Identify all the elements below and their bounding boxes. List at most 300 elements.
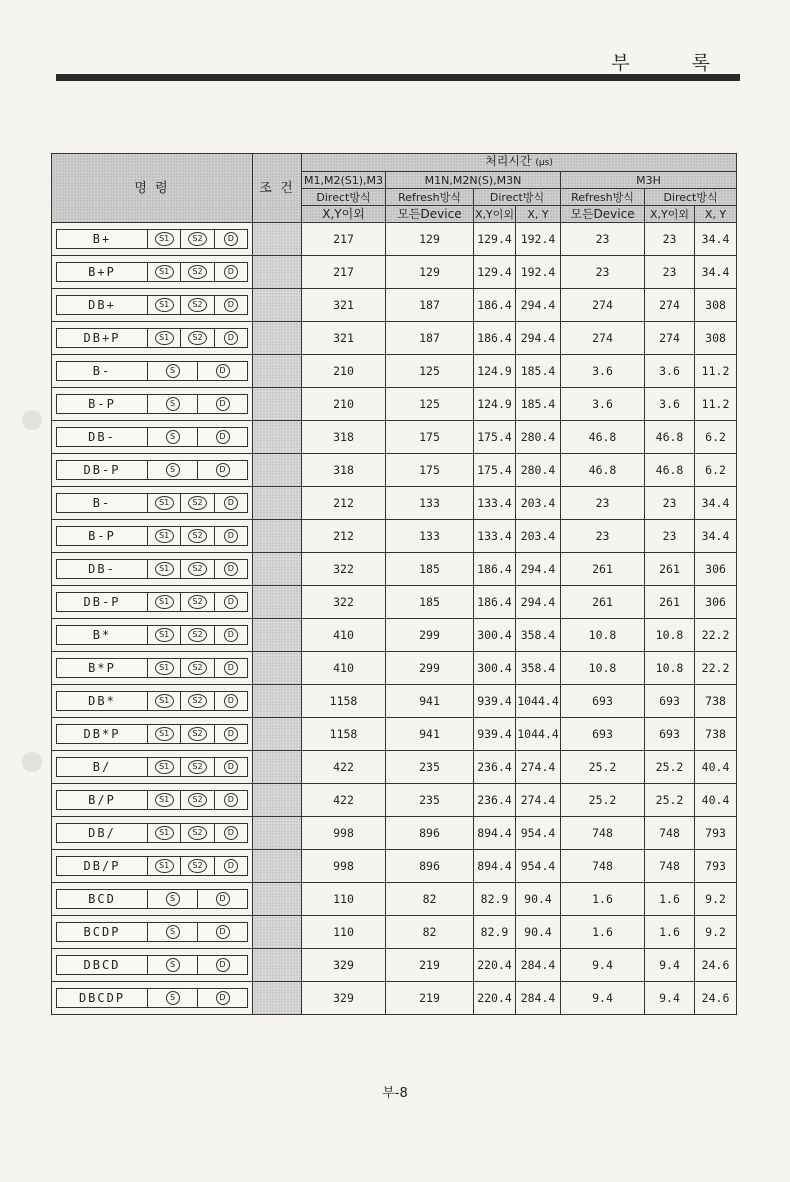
condition-cell — [253, 916, 302, 949]
table-row — [52, 916, 737, 949]
time-cell-m1n-xy: 954.4 — [516, 817, 561, 850]
instruction-cell — [52, 916, 253, 949]
time-cell-m3h-xy: 22.2 — [695, 619, 737, 652]
time-cell-m3h-other: 10.8 — [645, 619, 695, 652]
instruction-cell — [52, 520, 253, 553]
table-row — [52, 619, 737, 652]
time-cell-m3h-ref: 9.4 — [561, 982, 645, 1015]
m1n-refresh-header: Refresh방식 — [386, 189, 474, 206]
section-title: 부 록 — [611, 52, 738, 74]
instruction-box — [56, 988, 248, 1008]
operand-group — [148, 296, 247, 314]
operand-group — [148, 395, 247, 413]
operand-slot — [181, 758, 214, 776]
time-cell-m3h-other: 23 — [645, 256, 695, 289]
instruction-cell — [52, 223, 253, 256]
operand-mark: D — [224, 529, 238, 543]
operand-mark: D — [216, 463, 230, 477]
time-cell-m1: 998 — [302, 850, 386, 883]
time-cell-m3h-other: 23 — [645, 487, 695, 520]
instruction-cell — [52, 751, 253, 784]
operand-mark: S2 — [188, 298, 207, 312]
time-cell-m3h-other: 261 — [645, 586, 695, 619]
table-row — [52, 718, 737, 751]
operand-slot — [215, 593, 247, 611]
time-cell-m1n-ref: 235 — [386, 751, 474, 784]
time-cell-m1n-xy: 1044.4 — [516, 718, 561, 751]
time-cell-m3h-xy: 9.2 — [695, 916, 737, 949]
table-row — [52, 487, 737, 520]
operand-slot — [148, 791, 181, 809]
condition-cell — [253, 421, 302, 454]
mnemonic: B- — [57, 362, 148, 380]
time-cell-m3h-other: 25.2 — [645, 751, 695, 784]
mnemonic: B- — [57, 494, 148, 512]
m1-direct-header: Direct방식 — [302, 189, 386, 206]
mnemonic: DB/ — [57, 824, 148, 842]
condition-cell — [253, 751, 302, 784]
instruction-cell — [52, 817, 253, 850]
time-cell-m3h-xy: 738 — [695, 685, 737, 718]
time-cell-m1n-xy: 274.4 — [516, 751, 561, 784]
time-cell-m1n-ref: 941 — [386, 718, 474, 751]
time-cell-m1n-xy: 185.4 — [516, 388, 561, 421]
condition-cell — [253, 883, 302, 916]
operand-slot — [148, 428, 198, 446]
instruction-box — [56, 295, 248, 315]
time-cell-m3h-xy: 308 — [695, 289, 737, 322]
operand-group — [148, 857, 247, 875]
time-cell-m3h-ref: 46.8 — [561, 421, 645, 454]
time-cell-m1: 322 — [302, 586, 386, 619]
operand-mark: S — [166, 958, 180, 972]
condition-cell — [253, 553, 302, 586]
condition-cell — [253, 223, 302, 256]
mnemonic: BCDP — [57, 923, 148, 941]
operand-slot — [148, 890, 198, 908]
operand-mark: S2 — [188, 265, 207, 279]
time-cell-m1n-ref: 133 — [386, 520, 474, 553]
time-cell-m3h-ref: 693 — [561, 718, 645, 751]
operand-mark: D — [224, 694, 238, 708]
condition-cell — [253, 289, 302, 322]
operand-slot — [148, 296, 181, 314]
operand-slot — [148, 659, 181, 677]
operand-slot — [198, 461, 247, 479]
time-cell-m3h-ref: 25.2 — [561, 751, 645, 784]
operand-slot — [181, 857, 214, 875]
time-cell-m1: 318 — [302, 454, 386, 487]
time-cell-m3h-ref: 261 — [561, 586, 645, 619]
time-cell-m1: 1158 — [302, 718, 386, 751]
operand-mark: D — [216, 397, 230, 411]
time-cell-m3h-xy: 40.4 — [695, 784, 737, 817]
mnemonic: B-P — [57, 395, 148, 413]
time-cell-m3h-ref: 261 — [561, 553, 645, 586]
time-cell-m1n-xy: 280.4 — [516, 421, 561, 454]
time-cell-m3h-other: 261 — [645, 553, 695, 586]
time-cell-m3h-ref: 3.6 — [561, 388, 645, 421]
instruction-cell — [52, 883, 253, 916]
mnemonic: DB- — [57, 560, 148, 578]
instruction-box — [56, 955, 248, 975]
operand-slot — [215, 494, 247, 512]
operand-mark: S2 — [188, 529, 207, 543]
page-header — [56, 48, 740, 78]
operand-slot — [148, 989, 198, 1007]
time-cell-m3h-ref: 10.8 — [561, 619, 645, 652]
operand-mark: S2 — [188, 232, 207, 246]
time-cell-m1: 422 — [302, 751, 386, 784]
instruction-cell — [52, 586, 253, 619]
operand-mark: D — [224, 628, 238, 642]
condition-cell — [253, 355, 302, 388]
table-row — [52, 454, 737, 487]
time-cell-m1n-xy: 358.4 — [516, 619, 561, 652]
time-cell-m1n-other: 300.4 — [474, 619, 516, 652]
instruction-cell — [52, 784, 253, 817]
time-cell-m1n-other: 175.4 — [474, 454, 516, 487]
time-cell-m3h-ref: 274 — [561, 322, 645, 355]
mnemonic: B/P — [57, 791, 148, 809]
condition-cell — [253, 619, 302, 652]
operand-group — [148, 329, 247, 347]
time-cell-m1: 410 — [302, 619, 386, 652]
operand-slot — [148, 758, 181, 776]
operand-group — [148, 230, 247, 248]
time-cell-m3h-other: 3.6 — [645, 355, 695, 388]
operand-slot — [198, 395, 247, 413]
table-row — [52, 256, 737, 289]
header-rule — [56, 74, 740, 81]
operand-slot — [198, 989, 247, 1007]
processing-time-label: 처리시간 — [485, 154, 532, 168]
instruction-cell — [52, 388, 253, 421]
time-cell-m1: 212 — [302, 520, 386, 553]
operand-slot — [181, 725, 214, 743]
time-cell-m1n-xy: 294.4 — [516, 289, 561, 322]
operand-slot — [181, 494, 214, 512]
time-cell-m1n-xy: 358.4 — [516, 652, 561, 685]
operand-mark: S1 — [155, 331, 174, 345]
table-row — [52, 520, 737, 553]
operand-slot — [181, 329, 214, 347]
time-cell-m1n-ref: 125 — [386, 355, 474, 388]
table-body — [52, 223, 737, 1015]
operand-mark: D — [224, 661, 238, 675]
operand-mark: S1 — [155, 760, 174, 774]
operand-slot — [215, 857, 247, 875]
instruction-box — [56, 823, 248, 843]
instruction-box — [56, 262, 248, 282]
time-cell-m1n-other: 129.4 — [474, 256, 516, 289]
time-cell-m1n-other: 220.4 — [474, 982, 516, 1015]
operand-mark: S — [166, 397, 180, 411]
time-cell-m1n-ref: 175 — [386, 421, 474, 454]
m1n-xy-other-header: X,Y이외 — [474, 207, 514, 221]
time-cell-m1n-xy: 185.4 — [516, 355, 561, 388]
condition-cell — [253, 256, 302, 289]
time-cell-m1n-other: 939.4 — [474, 685, 516, 718]
instruction-box — [56, 559, 248, 579]
operand-mark: S — [166, 463, 180, 477]
time-cell-m3h-other: 693 — [645, 718, 695, 751]
operand-mark: S1 — [155, 727, 174, 741]
time-cell-m3h-xy: 24.6 — [695, 949, 737, 982]
time-cell-m1n-other: 236.4 — [474, 784, 516, 817]
time-cell-m3h-other: 274 — [645, 289, 695, 322]
time-cell-m1n-xy: 90.4 — [516, 916, 561, 949]
operand-mark: D — [224, 727, 238, 741]
instruction-box — [56, 394, 248, 414]
operand-mark: S2 — [188, 595, 207, 609]
condition-cell — [253, 454, 302, 487]
binder-hole — [22, 410, 42, 430]
operand-mark: S — [166, 892, 180, 906]
time-cell-m1n-xy: 954.4 — [516, 850, 561, 883]
time-cell-m1n-ref: 219 — [386, 982, 474, 1015]
operand-slot — [148, 593, 181, 611]
operand-slot — [181, 263, 214, 281]
instruction-cell — [52, 982, 253, 1015]
instruction-box — [56, 427, 248, 447]
operand-mark: D — [224, 826, 238, 840]
operand-slot — [181, 230, 214, 248]
instruction-cell — [52, 355, 253, 388]
operand-slot — [181, 626, 214, 644]
time-cell-m3h-other: 9.4 — [645, 949, 695, 982]
instruction-box — [56, 658, 248, 678]
operand-mark: S2 — [188, 826, 207, 840]
time-cell-m1: 329 — [302, 982, 386, 1015]
instruction-cell — [52, 619, 253, 652]
instruction-cell — [52, 256, 253, 289]
operand-mark: S1 — [155, 496, 174, 510]
time-cell-m3h-other: 748 — [645, 817, 695, 850]
table-row — [52, 850, 737, 883]
binder-hole — [22, 752, 42, 772]
operand-slot — [148, 725, 181, 743]
operand-mark: S — [166, 430, 180, 444]
time-cell-m1: 210 — [302, 355, 386, 388]
operand-slot — [215, 527, 247, 545]
operand-slot — [148, 395, 198, 413]
time-cell-m1n-other: 186.4 — [474, 322, 516, 355]
time-cell-m1n-xy: 294.4 — [516, 586, 561, 619]
instruction-box — [56, 625, 248, 645]
time-cell-m1n-xy: 284.4 — [516, 949, 561, 982]
time-cell-m1n-xy: 274.4 — [516, 784, 561, 817]
operand-mark: S — [166, 991, 180, 1005]
time-cell-m3h-other: 23 — [645, 520, 695, 553]
operand-mark: D — [224, 595, 238, 609]
operand-slot — [148, 626, 181, 644]
time-cell-m1n-other: 129.4 — [474, 223, 516, 256]
operand-group — [148, 791, 247, 809]
time-cell-m3h-ref: 748 — [561, 850, 645, 883]
condition-cell — [253, 718, 302, 751]
instruction-box — [56, 361, 248, 381]
table-row — [52, 784, 737, 817]
operand-slot — [181, 296, 214, 314]
table-row — [52, 685, 737, 718]
instruction-box — [56, 526, 248, 546]
operand-mark: S2 — [188, 661, 207, 675]
operand-group — [148, 956, 247, 974]
instruction-header: 명 령 — [52, 154, 253, 223]
time-cell-m1n-other: 175.4 — [474, 421, 516, 454]
time-cell-m3h-other: 9.4 — [645, 982, 695, 1015]
time-cell-m1n-ref: 941 — [386, 685, 474, 718]
instruction-box — [56, 691, 248, 711]
operand-group — [148, 725, 247, 743]
operand-slot — [148, 494, 181, 512]
time-cell-m1n-ref: 125 — [386, 388, 474, 421]
time-cell-m1n-xy: 203.4 — [516, 487, 561, 520]
m1n-xy-header: X, Y — [516, 206, 561, 223]
operand-mark: D — [224, 265, 238, 279]
operand-mark: S2 — [188, 859, 207, 873]
operand-mark: D — [224, 496, 238, 510]
operand-group — [148, 626, 247, 644]
time-cell-m3h-other: 1.6 — [645, 916, 695, 949]
operand-slot — [215, 725, 247, 743]
time-cell-m3h-ref: 23 — [561, 223, 645, 256]
time-cell-m3h-xy: 6.2 — [695, 421, 737, 454]
operand-mark: S2 — [188, 331, 207, 345]
time-cell-m3h-xy: 24.6 — [695, 982, 737, 1015]
instruction-cell — [52, 850, 253, 883]
time-cell-m1n-other: 894.4 — [474, 817, 516, 850]
operand-mark: S1 — [155, 232, 174, 246]
operand-mark: S2 — [188, 628, 207, 642]
mnemonic: B*P — [57, 659, 148, 677]
operand-group — [148, 890, 247, 908]
instruction-cell — [52, 718, 253, 751]
time-cell-m1n-xy: 192.4 — [516, 223, 561, 256]
operand-slot — [198, 890, 247, 908]
mnemonic: DB- — [57, 428, 148, 446]
time-cell-m3h-xy: 306 — [695, 553, 737, 586]
mnemonic: DB+P — [57, 329, 148, 347]
time-cell-m1n-other: 82.9 — [474, 916, 516, 949]
operand-slot — [181, 824, 214, 842]
cpu-m1-header: M1,M2(S1),M3 — [302, 172, 386, 189]
operand-group — [148, 494, 247, 512]
time-cell-m1n-other: 939.4 — [474, 718, 516, 751]
condition-cell — [253, 949, 302, 982]
mnemonic: DB/P — [57, 857, 148, 875]
time-cell-m1n-ref: 896 — [386, 817, 474, 850]
m1-xy-other-header: X,Y이외 — [302, 206, 386, 223]
operand-mark: D — [224, 232, 238, 246]
operand-slot — [148, 527, 181, 545]
table-row — [52, 388, 737, 421]
time-cell-m1n-other: 124.9 — [474, 355, 516, 388]
operand-group — [148, 989, 247, 1007]
time-cell-m1n-xy: 280.4 — [516, 454, 561, 487]
condition-cell — [253, 652, 302, 685]
mnemonic: DB-P — [57, 461, 148, 479]
operand-mark: S2 — [188, 694, 207, 708]
m3h-refresh-header: Refresh방식 — [561, 189, 645, 206]
time-cell-m1n-other: 124.9 — [474, 388, 516, 421]
time-cell-m1: 217 — [302, 223, 386, 256]
time-cell-m1n-xy: 294.4 — [516, 322, 561, 355]
time-cell-m1n-other: 186.4 — [474, 553, 516, 586]
m3h-xy-header: X, Y — [695, 206, 737, 223]
time-cell-m3h-xy: 40.4 — [695, 751, 737, 784]
mnemonic: DB-P — [57, 593, 148, 611]
operand-group — [148, 263, 247, 281]
mnemonic: BCD — [57, 890, 148, 908]
time-cell-m3h-ref: 1.6 — [561, 916, 645, 949]
time-cell-m1: 318 — [302, 421, 386, 454]
operand-slot — [215, 692, 247, 710]
operand-slot — [198, 428, 247, 446]
condition-cell — [253, 487, 302, 520]
operand-group — [148, 428, 247, 446]
operand-slot — [198, 956, 247, 974]
operand-slot — [148, 956, 198, 974]
condition-cell — [253, 817, 302, 850]
time-cell-m1n-other: 133.4 — [474, 487, 516, 520]
operand-slot — [181, 659, 214, 677]
time-cell-m3h-xy: 34.4 — [695, 487, 737, 520]
operand-mark: D — [224, 562, 238, 576]
instruction-cell — [52, 553, 253, 586]
time-cell-m1: 422 — [302, 784, 386, 817]
mnemonic: B+P — [57, 263, 148, 281]
table-row — [52, 751, 737, 784]
time-cell-m1n-ref: 133 — [386, 487, 474, 520]
instruction-cell — [52, 487, 253, 520]
instruction-box — [56, 460, 248, 480]
operand-slot — [215, 824, 247, 842]
operand-mark: S1 — [155, 859, 174, 873]
operand-mark: D — [216, 892, 230, 906]
time-cell-m3h-other: 25.2 — [645, 784, 695, 817]
table-row — [52, 355, 737, 388]
table-row — [52, 223, 737, 256]
table-row — [52, 949, 737, 982]
condition-cell — [253, 850, 302, 883]
instruction-box — [56, 922, 248, 942]
time-cell-m1n-ref: 175 — [386, 454, 474, 487]
time-cell-m3h-other: 10.8 — [645, 652, 695, 685]
time-cell-m1: 110 — [302, 883, 386, 916]
operand-slot — [198, 362, 247, 380]
condition-cell — [253, 982, 302, 1015]
time-cell-m1: 998 — [302, 817, 386, 850]
time-cell-m1n-xy: 203.4 — [516, 520, 561, 553]
instruction-box — [56, 493, 248, 513]
operand-group — [148, 461, 247, 479]
time-cell-m1: 1158 — [302, 685, 386, 718]
operand-mark: D — [224, 331, 238, 345]
instruction-box — [56, 856, 248, 876]
instruction-cell — [52, 421, 253, 454]
time-cell-m3h-xy: 11.2 — [695, 355, 737, 388]
table-row — [52, 322, 737, 355]
operand-group — [148, 593, 247, 611]
time-cell-m1: 329 — [302, 949, 386, 982]
time-cell-m1: 321 — [302, 289, 386, 322]
table-row — [52, 421, 737, 454]
time-cell-m3h-other: 46.8 — [645, 454, 695, 487]
operand-mark: S1 — [155, 694, 174, 708]
operand-slot — [215, 791, 247, 809]
